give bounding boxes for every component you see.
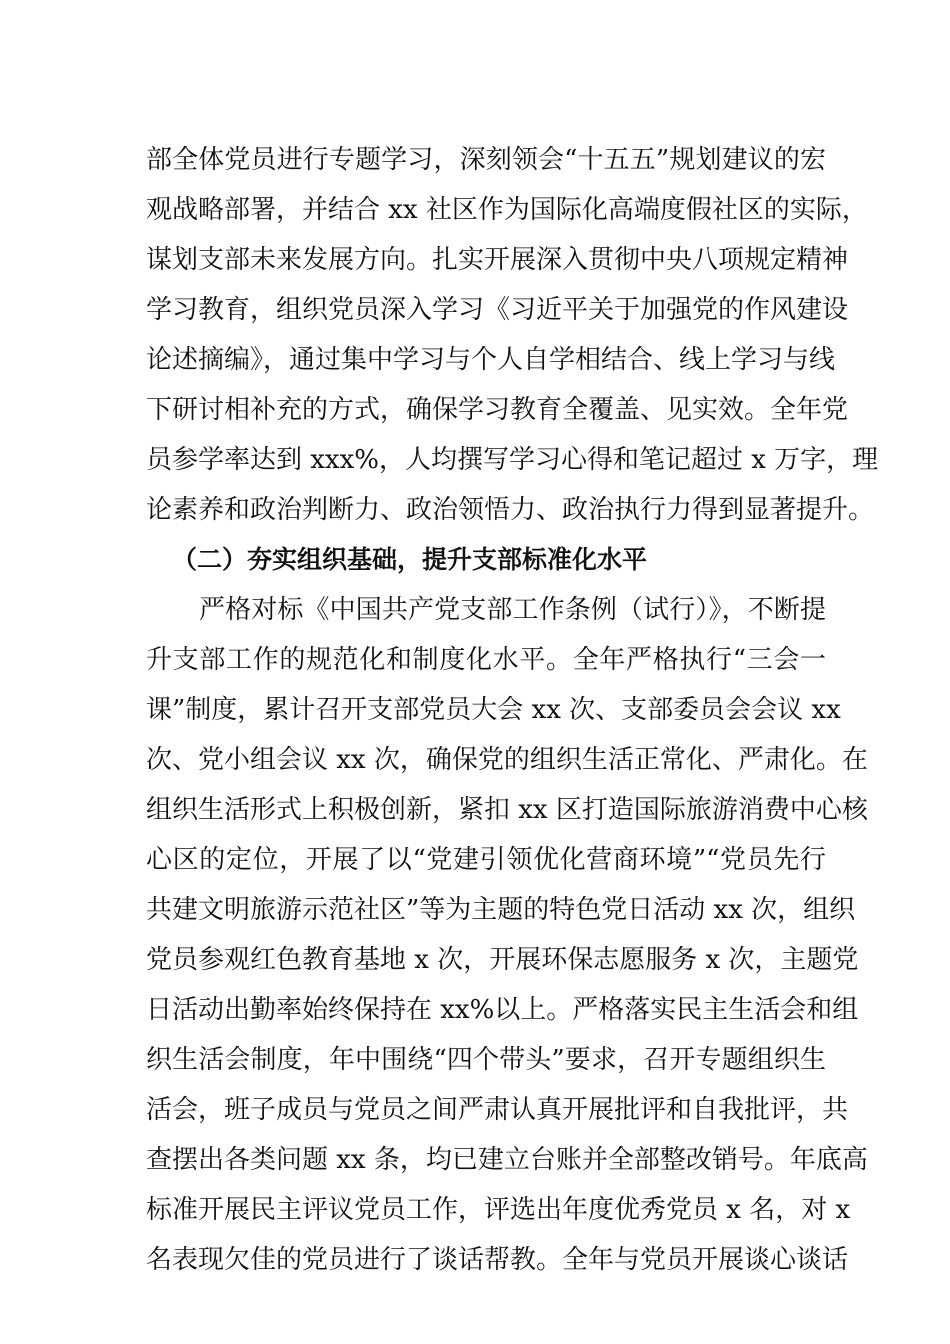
text-line: 严格对标《中国共产党支部工作条例（试行）》，不断提 xyxy=(199,595,826,625)
text-line: 名表现欠佳的党员进行了谈话帮教。全年与党员开展谈心谈话 xyxy=(146,1245,849,1275)
text-line: 论素养和政治判断力、政治领悟力、政治执行力得到显著提升。 xyxy=(146,495,875,525)
text-line: 员参学率达到 xxx%，人均撰写学习心得和笔记超过 x 万字，理 xyxy=(146,445,879,475)
text-line: 党员参观红色教育基地 x 次，开展环保志愿服务 x 次，主题党 xyxy=(146,945,859,975)
text-line: 共建文明旅游示范社区”等为主题的特色党日活动 xx 次，组织 xyxy=(146,895,856,925)
text-line: 下研讨相补充的方式，确保学习教育全覆盖、见实效。全年党 xyxy=(146,395,849,425)
text-line: 观战略部署，并结合 xx 社区作为国际化高端度假社区的实际， xyxy=(146,195,868,225)
text-line: 组织生活形式上积极创新，紧扣 xx 区打造国际旅游消费中心核 xyxy=(146,795,868,825)
text-line: 标准开展民主评议党员工作，评选出年度优秀党员 x 名，对 x xyxy=(146,1195,851,1225)
text-line: 学习教育，组织党员深入学习《习近平关于加强党的作风建设 xyxy=(146,295,849,325)
text-line: 论述摘编》，通过集中学习与个人自学相结合、线上学习与线 xyxy=(146,345,836,375)
text-line: 心区的定位，开展了以“党建引领优化营商环境”“党员先行 xyxy=(146,845,826,875)
text-line: 升支部工作的规范化和制度化水平。全年严格执行“三会一 xyxy=(146,645,826,675)
text-line: 查摆出各类问题 xx 条，均已建立台账并全部整改销号。年底高 xyxy=(146,1145,868,1175)
text-line: 课”制度，累计召开支部党员大会 xx 次、支部委员会会议 xx xyxy=(146,695,841,725)
text-line: 织生活会制度，年中围绕“四个带头”要求，召开专题组织生 xyxy=(146,1045,826,1075)
text-line: 活会，班子成员与党员之间严肃认真开展批评和自我批评，共 xyxy=(146,1095,849,1125)
text-line: 日活动出勤率始终保持在 xx%以上。严格落实民主生活会和组 xyxy=(146,995,859,1025)
section-heading: （二）夯实组织基础，提升支部标准化水平 xyxy=(172,545,648,574)
text-line: 部全体党员进行专题学习，深刻领会“十五五”规划建议的宏 xyxy=(146,145,826,175)
text-line: 次、党小组会议 xx 次，确保党的组织生活正常化、严肃化。在 xyxy=(146,745,868,775)
text-line: 谋划支部未来发展方向。扎实开展深入贯彻中央八项规定精神 xyxy=(146,245,849,275)
